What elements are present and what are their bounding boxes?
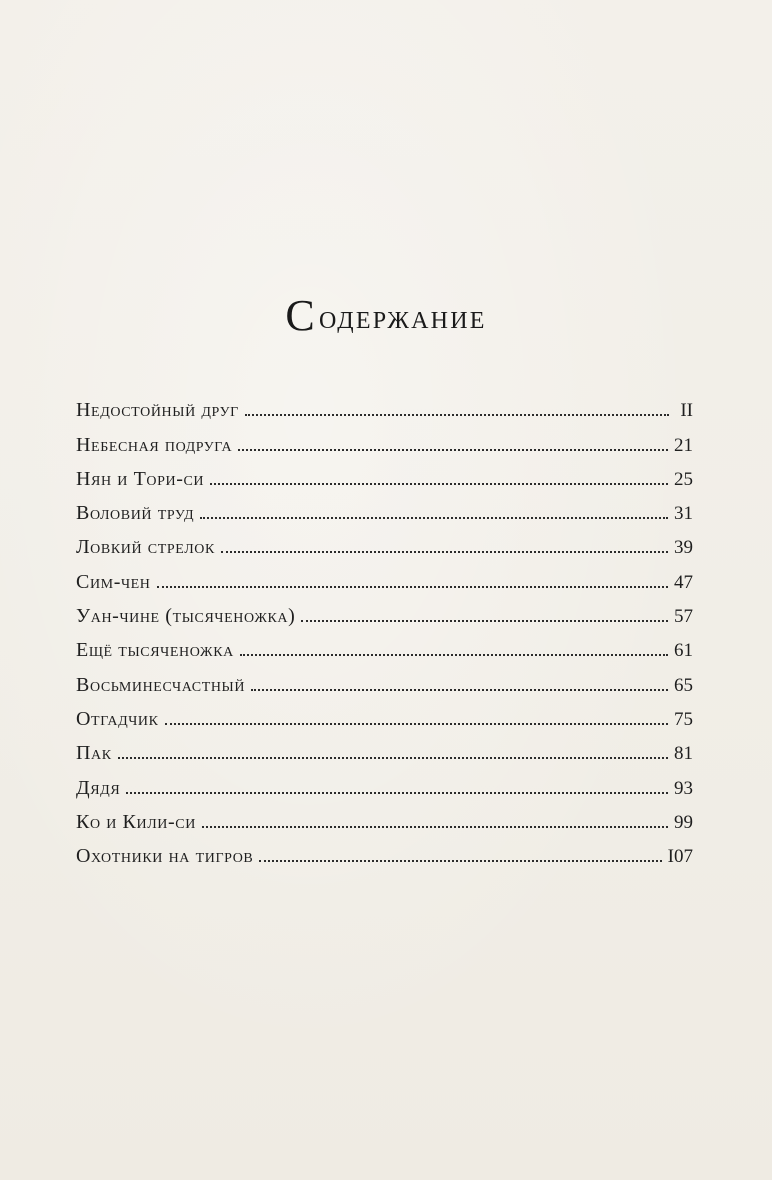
toc-entry-page: 93 [674,777,693,799]
toc-entry-title: Недостойный друг [76,399,239,422]
toc-entry-title: Уан-чине (тысяченожка) [76,605,296,628]
toc-entry-page: 81 [674,743,693,765]
toc-entry-title: Дядя [76,776,121,799]
toc-entry-title: Ловкий стрелок [76,536,215,559]
toc-entry-page: 75 [674,708,693,730]
toc-entry[interactable] [76,420,693,454]
dot-leader [126,792,668,794]
toc-entry[interactable] [76,455,693,489]
toc-entry-page: 31 [674,503,693,525]
toc-entry[interactable] [76,489,693,523]
toc-entry-title: Охотники на тигров [76,845,254,868]
contents-heading [0,291,772,340]
toc-entry-title: Ещё тысяченожка [76,639,234,662]
toc-entry-page: 21 [674,434,693,456]
toc-entry-page: 65 [674,674,693,696]
toc-entry[interactable] [76,626,693,660]
toc-entry[interactable] [76,832,693,866]
toc-entry[interactable] [76,386,693,420]
toc-entry-page: 47 [674,571,693,593]
dot-leader [210,483,668,485]
toc-entry[interactable] [76,660,693,694]
toc-entry-title: Нян и Тори-си [76,467,205,490]
dot-leader [245,414,669,416]
ornamental-initial: С [285,291,317,340]
toc-entry-page: II [680,400,693,422]
toc-entry-title: Воловий труд [76,502,195,525]
dot-leader [259,860,661,862]
toc-entry-title: Пак [76,742,112,765]
toc-entry-title: Небесная подруга [76,433,233,456]
toc-entry[interactable] [76,798,693,832]
toc-entry[interactable] [76,523,693,557]
table-of-contents [76,386,693,866]
dot-leader [238,449,668,451]
toc-entry-page: I07 [667,846,693,868]
dot-leader [118,757,668,759]
dot-leader [240,654,668,656]
toc-entry-title: Ко и Кили-си [76,810,196,833]
dot-leader [221,551,668,553]
toc-entry-title: Восьминесчастный [76,673,246,696]
toc-entry-page: 57 [674,606,693,628]
toc-entry-page: 25 [674,468,693,490]
toc-entry-page: 61 [674,640,693,662]
dot-leader [200,517,668,519]
toc-entry[interactable] [76,695,693,729]
toc-entry[interactable] [76,729,693,763]
toc-entry[interactable] [76,592,693,626]
dot-leader [202,826,668,828]
dot-leader [251,689,668,691]
toc-entry-title: Отгадчик [76,707,159,730]
title-text: одержание [318,299,487,336]
dot-leader [157,586,668,588]
toc-entry-page: 39 [674,537,693,559]
toc-entry[interactable] [76,557,693,591]
toc-entry-page: 99 [674,811,693,833]
toc-entry-title: Сим-чен [76,570,151,593]
dot-leader [301,620,668,622]
contents-title [285,291,487,340]
toc-entry[interactable] [76,763,693,797]
dot-leader [165,723,668,725]
